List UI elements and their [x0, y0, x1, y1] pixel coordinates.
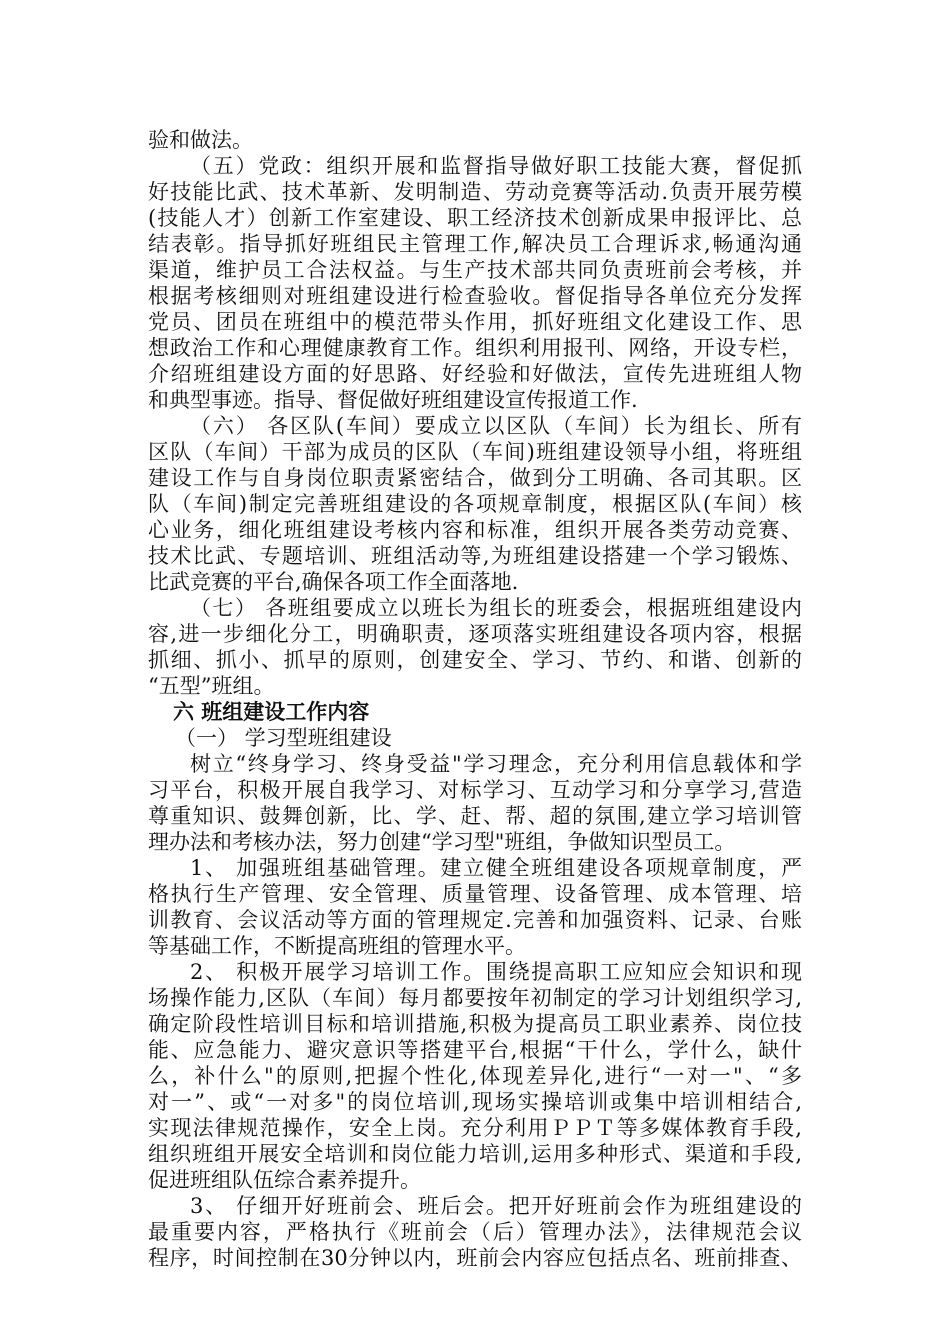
- text-line: “五型”班组。: [148, 674, 275, 698]
- text-line: 程序，时间控制在30分钟以内，班前会内容应包括点名、班前排查、: [148, 1246, 802, 1270]
- text-line: 实现法律规范操作，安全上岗。充分利用ＰＰＴ等多媒体教育手段,: [148, 1116, 802, 1140]
- text-line: 建设工作与自身岗位职责紧密结合，做到分工明确、各司其职。区: [148, 466, 802, 490]
- text-line: 结表彰。指导抓好班组民主管理工作,解决员工合理诉求,畅通沟通: [148, 232, 802, 256]
- subsection-heading: （一） 学习型班组建设: [175, 726, 392, 750]
- text-line: （五）党政：组织开展和监督指导做好职工技能大赛，督促抓: [190, 154, 802, 178]
- section-heading: 六 班组建设工作内容: [173, 699, 370, 724]
- text-line: 和典型事迹。指导、督促做好班组建设宣传报道工作.: [148, 388, 638, 412]
- text-line: 渠道，维护员工合法权益。与生产技术部共同负责班前会考核，并: [148, 258, 802, 282]
- text-line: 树立“终身学习、终身受益"学习理念，充分利用信息载体和学: [190, 752, 802, 776]
- document-page: [148, 127, 802, 1271]
- text-line: 区队（车间）干部为成员的区队（车间)班组建设领导小组，将班组: [148, 440, 802, 464]
- text-line: 组织班组开展安全培训和岗位能力培训,运用多种形式、渠道和手段,: [148, 1142, 802, 1166]
- text-line: 心业务，细化班组建设考核内容和标准，组织开展各类劳动竞赛、: [148, 518, 802, 542]
- text-line: 促进班组队伍综合素养提升。: [148, 1168, 421, 1192]
- text-line: 想政治工作和心理健康教育工作。组织利用报刊、网络，开设专栏，: [148, 336, 802, 360]
- text-line: 抓细、抓小、抓早的原则，创建安全、学习、节约、和谐、创新的: [148, 648, 802, 672]
- text-line: 技术比武、专题培训、班组活动等,为班组建设搭建一个学习锻炼、: [148, 544, 802, 568]
- text-line: 尊重知识、鼓舞创新，比、学、赶、帮、超的氛围,建立学习培训管: [148, 804, 802, 828]
- text-line: 3、 仔细开好班前会、班后会。把开好班前会作为班组建设的: [190, 1194, 802, 1218]
- text-line: 队（车间)制定完善班组建设的各项规章制度，根据区队(车间）核: [148, 492, 802, 516]
- text-line: 2、 积极开展学习培训工作。围绕提高职工应知应会知识和现: [190, 960, 802, 984]
- text-line: 根据考核细则对班组建设进行检查验收。督促指导各单位充分发挥: [148, 284, 802, 308]
- text-line: 格执行生产管理、安全管理、质量管理、设备管理、成本管理、培: [148, 882, 802, 906]
- text-line: 训教育、会议活动等方面的管理规定.完善和加强资料、记录、台账: [148, 908, 802, 932]
- text-line: 等基础工作，不断提高班组的管理水平。: [148, 934, 526, 958]
- text-line: 容,进一步细化分工，明确职责，逐项落实班组建设各项内容，根据: [148, 622, 802, 646]
- text-line: (技能人才）创新工作室建设、职工经济技术创新成果申报评比、总: [148, 206, 802, 230]
- text-line: 么，补什么"的原则,把握个性化,体现差异化,进行“一对一"、“多: [148, 1064, 802, 1088]
- text-line: 能、应急能力、避灾意识等搭建平台,根据“干什么，学什么，缺什: [148, 1038, 802, 1062]
- text-line: 介绍班组建设方面的好思路、好经验和好做法，宣传先进班组人物: [148, 362, 802, 386]
- text-line: （七） 各班组要成立以班长为组长的班委会，根据班组建设内: [190, 596, 802, 620]
- text-line: （六） 各区队(车间）要成立以区队（车间）长为组长、所有: [190, 414, 802, 438]
- text-line: 好技能比武、技术革新、发明制造、劳动竞赛等活动.负责开展劳模: [148, 180, 802, 204]
- text-line: 比武竞赛的平台,确保各项工作全面落地.: [148, 570, 519, 594]
- text-line: 验和做法。: [148, 128, 253, 152]
- text-line: 理办法和考核办法，努力创建“学习型"班组，争做知识型员工。: [148, 830, 736, 854]
- text-line: 党员、团员在班组中的模范带头作用，抓好班组文化建设工作、思: [148, 310, 802, 334]
- text-line: 对一”、或“一对多"的岗位培训,现场实操培训或集中培训相结合,: [148, 1090, 802, 1114]
- text-line: 确定阶段性培训目标和培训措施,积极为提高员工职业素养、岗位技: [148, 1012, 802, 1036]
- text-line: 场操作能力,区队（车间）每月都要按年初制定的学习计划组织学习,: [148, 986, 802, 1010]
- text-line: 最重要内容，严格执行《班前会（后）管理办法》，法律规范会议: [148, 1220, 802, 1244]
- text-line: 1、 加强班组基础管理。建立健全班组建设各项规章制度，严: [190, 856, 802, 880]
- text-line: 习平台，积极开展自我学习、对标学习、互动学习和分享学习,营造: [148, 778, 802, 802]
